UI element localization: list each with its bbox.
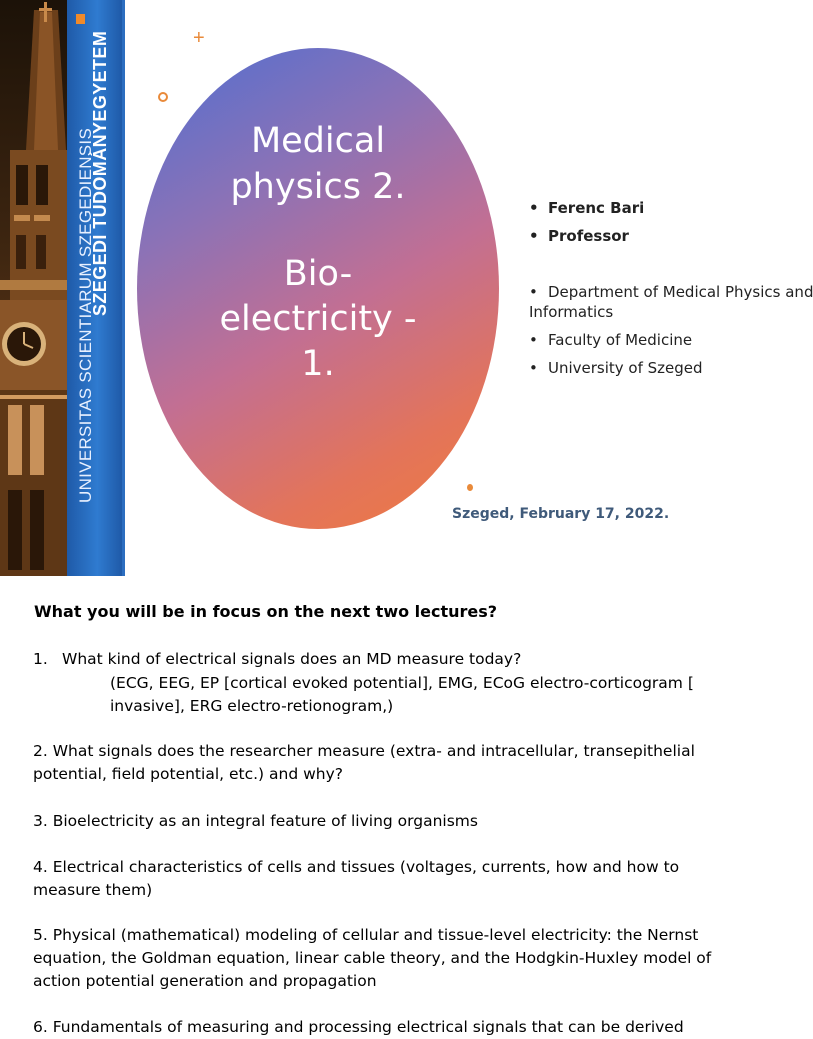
ring-decoration-icon — [158, 92, 168, 102]
bullet-icon: • — [529, 227, 539, 245]
subtitle-line-1: Bio- — [283, 254, 353, 294]
banner-edge-line — [122, 0, 125, 576]
outline-item-3: 3. Bioelectricity as an integral feature of living organisms — [33, 812, 478, 830]
department-line-2: Informatics — [529, 303, 614, 321]
subtitle-line-3: 1. — [301, 344, 335, 384]
outline-item-1-detail: (ECG, EEG, EP [cortical evoked potential], EMG, ECoG electro-corticogram [ invasive], ERG electro-retionogram,) — [110, 674, 694, 715]
bullet-icon: • — [529, 359, 538, 377]
outline-slide — [0, 576, 768, 1036]
dot-decoration-icon — [467, 484, 473, 491]
presenter-role: • Professor — [529, 227, 629, 245]
bullet-icon: • — [529, 331, 538, 349]
bullet-icon: • — [529, 283, 538, 301]
outline-heading: What you will be in focus on the next two lectures? — [34, 602, 498, 621]
subtitle-line-2: electricity - — [219, 299, 417, 339]
outline-item-6: 6. Fundamentals of measuring and processing electrical signals that can be derived — [33, 1018, 684, 1036]
logo-mark — [76, 14, 85, 24]
presentation-date: Szeged, February 17, 2022. — [452, 506, 670, 522]
presenter-name: • Ferenc Bari — [529, 199, 645, 217]
slide-title — [137, 118, 499, 387]
university-banner — [0, 0, 122, 576]
outline-item-5: 5. Physical (mathematical) modeling of cellular and tissue-level electricity: the Nernst equation, the Goldman equation, linear cable theory, and the Hodgkin-Huxley model of action potential generation and propagation — [33, 926, 712, 990]
outline-item-4: 4. Electrical characteristics of cells and tissues (voltages, currents, how and how to measure them) — [33, 858, 680, 899]
university: • University of Szeged — [529, 359, 703, 377]
university-hungarian-name: SZEGEDI TUDOMÁNYEGYETEM — [90, 30, 110, 316]
university-latin-name: UNIVERSITAS SCIENTIARUM SZEGEDIENSIS — [76, 127, 95, 503]
outline-item-2: 2. What signals does the researcher measure (extra- and intracellular, transepithelial potential, field potential, etc.) and why? — [33, 742, 695, 783]
plus-decoration-icon: + — [193, 27, 205, 49]
outline-item-1: 1. What kind of electrical signals does an MD measure today? — [33, 650, 522, 668]
faculty: • Faculty of Medicine — [529, 331, 693, 349]
bullet-icon: • — [529, 199, 539, 217]
title-line-2: physics 2. — [230, 167, 406, 207]
department-line-1: • Department of Medical Physics and — [529, 283, 813, 301]
title-line-1: Medical — [250, 121, 386, 161]
